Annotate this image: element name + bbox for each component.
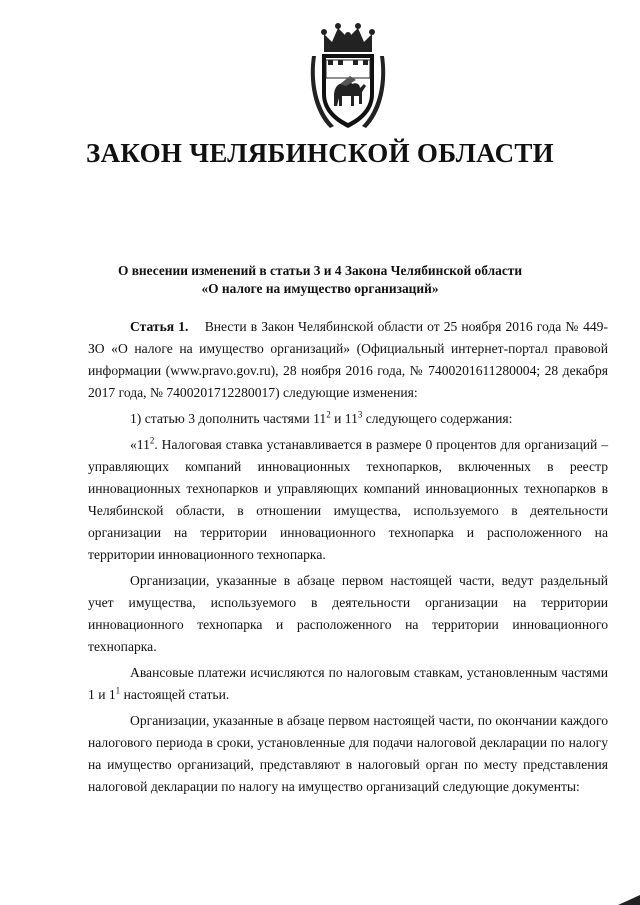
- page-corner-mark: [618, 895, 640, 905]
- law-body: [88, 316, 608, 798]
- paragraph-tax-rate: «$11^2$. Налоговая ставка устанавливается в размере 0 процентов для организаций – управляющих компаний инновационных технопарков, включенных в реестр инновационных технопарков и управляющих компаний инновационных технопарков в Челябинской области, в отношении имущества, используемого в деятельности организации на территории инновационного технопарка и расположенного на территории инновационного технопарка.: [88, 435, 608, 562]
- amendment-item-1: 1) статью 3 дополнить частями $11^2$ и $11^3$ следующего содержания:: [130, 409, 513, 426]
- law-subtitle: [60, 262, 580, 298]
- paragraph-documents: Организации, указанные в абзаце первом настоящей части, по окончании каждого налогового периода в сроки, установленные для подачи налоговой декларации по налогу на имущество организаций, представляют в налоговый орган по месту представления налоговой декларации по налогу на имущество организаций следующие документы:: [88, 713, 608, 794]
- chelyabinsk-coat-of-arms-icon: [310, 22, 386, 134]
- paragraph-separate-accounting: Организации, указанные в абзаце первом настоящей части, ведут раздельный учет имущества, используемого в деятельности организации на территории инновационного технопарка и расположенного на территории инновационного технопарка.: [88, 573, 608, 654]
- article-label: Статья 1.: [130, 319, 189, 334]
- subtitle-line-2: «О налоге на имущество организаций»: [201, 281, 439, 296]
- subtitle-line-1: О внесении изменений в статьи 3 и 4 Закона Челябинской области: [117, 263, 523, 278]
- paragraph-advance-payments: Авансовые платежи исчисляются по налоговым ставкам, установленным частями 1 и $1^1$ настоящей статьи.: [88, 665, 608, 702]
- article-1-intro: Статья 1. Внести в Закон Челябинской области от 25 ноября 2016 года № 449-ЗО «О налоге на имущество организаций» (Официальный интернет-портал правовой информации (www.pravo.gov.ru), 28 ноября 2016 года, № 7400201611280004; 28 декабря 2017 года, № 7400201712280017) следующие изменения:: [88, 319, 609, 400]
- law-title: ЗАКОН ЧЕЛЯБИНСКОЙ ОБЛАСТИ: [86, 138, 554, 168]
